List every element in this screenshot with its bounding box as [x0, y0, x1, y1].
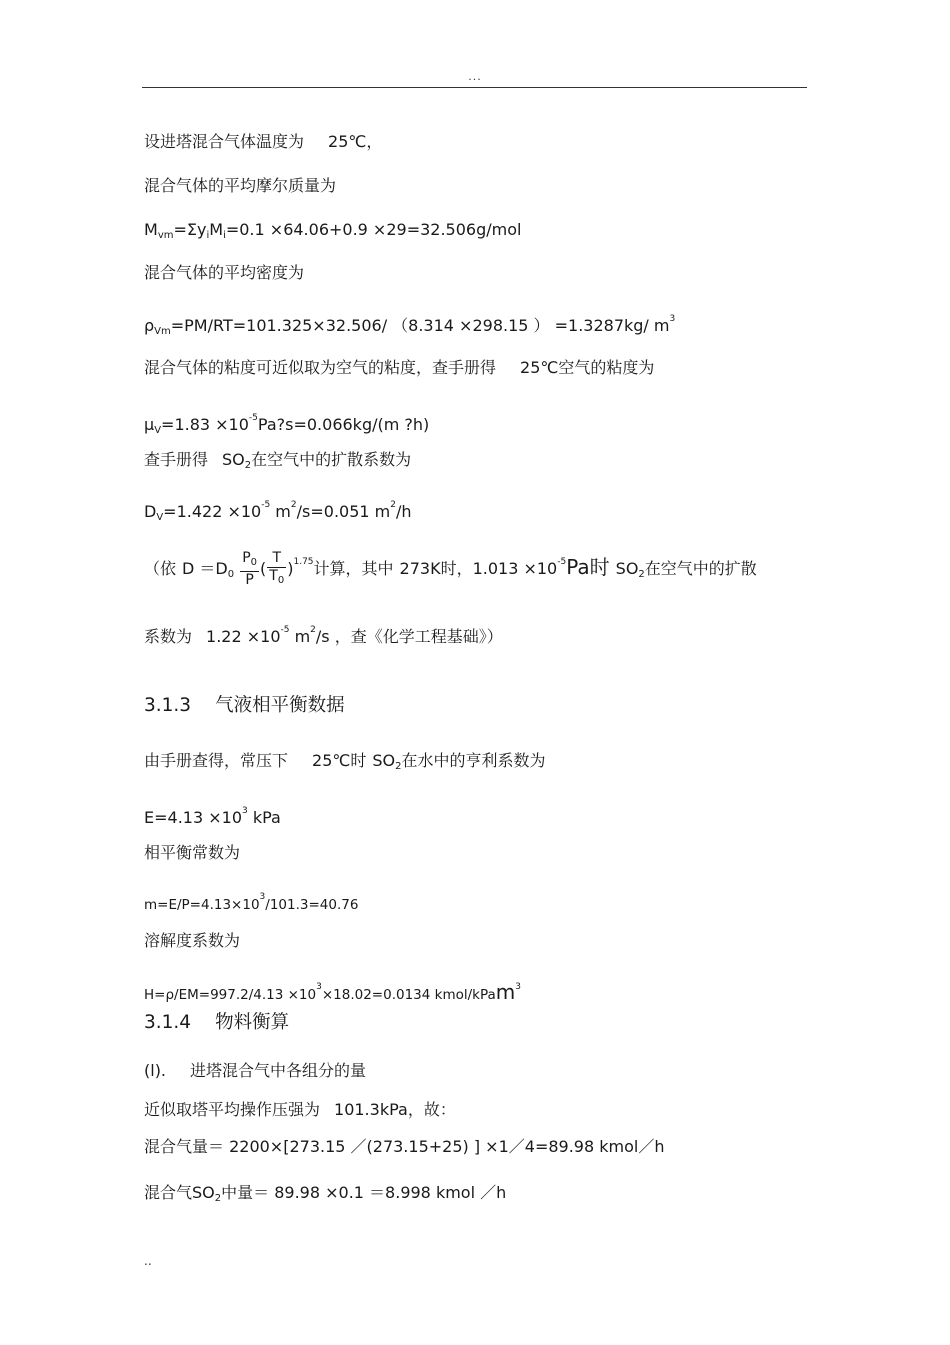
text: 在空气中的扩散系数为: [251, 450, 412, 469]
line-solubility-formula: [144, 977, 521, 1005]
text: 查手册得: [144, 450, 209, 469]
line-component-heading: [144, 1061, 366, 1081]
line-viscosity-label: [144, 358, 654, 378]
text: /h: [395, 502, 412, 521]
text: 系数为: [144, 627, 193, 646]
text: 混合气体的粘度可近似取为空气的粘度，查手册得: [144, 358, 497, 377]
line-equilibrium-label: 相平衡常数为: [144, 843, 241, 862]
text: SO: [222, 450, 245, 469]
text: m=E/P=4.13×10: [144, 897, 260, 913]
text: 中量＝ 89.98 ×0.1 ＝8.998 kmol ／h: [221, 1183, 507, 1202]
section-heading-314: [144, 1013, 289, 1033]
line-solubility-label: 溶解度系数为: [144, 931, 241, 950]
line-diffusion-label: [144, 450, 411, 476]
line-so2-amount: [144, 1183, 506, 1209]
text: 273K时，1.013 ×10: [399, 559, 558, 578]
line-molar-mass-label: 混合气体的平均摩尔质量为: [144, 176, 337, 195]
section-number: 3.1.3: [144, 695, 192, 716]
text: 在水中的亨利系数为: [401, 751, 546, 770]
superscript: 1.75: [293, 557, 314, 567]
text: SO: [615, 559, 639, 578]
superscript: -5: [280, 625, 290, 635]
text: /s ，查《化学工程基础》）: [315, 627, 503, 646]
superscript: 3: [259, 892, 266, 902]
text: m: [289, 627, 311, 646]
superscript: 3: [669, 314, 676, 324]
text: T: [269, 568, 278, 584]
subscript: vm: [157, 230, 174, 241]
text: =0.1 ×64.06+0.9 ×29=32.506g/mol: [225, 220, 522, 239]
line-diffusion-formula: [144, 495, 412, 528]
text: 1.22 ×10: [206, 627, 281, 646]
fraction-t-over-t0: [267, 550, 286, 589]
superscript: 3: [515, 982, 522, 992]
value: 25℃，: [328, 132, 383, 151]
subscript: 0: [250, 557, 258, 568]
text: 计算，其中: [313, 559, 394, 578]
section-heading-313: [144, 696, 345, 716]
line-diffusion-reference: [144, 620, 503, 647]
text: /101.3=40.76: [265, 897, 359, 913]
text: Pa?s=0.066kg/(m ?h): [257, 415, 430, 434]
line-density-label: 混合气体的平均密度为: [144, 263, 305, 282]
subscript: 2: [244, 460, 252, 471]
text: 在空气中的扩散: [644, 559, 757, 578]
superscript: -5: [261, 500, 271, 510]
superscript: -5: [557, 557, 567, 567]
header-dots: ...: [468, 70, 482, 83]
text: Pa时: [566, 555, 610, 579]
text: D ＝D: [182, 559, 228, 578]
subscript: Vm: [154, 326, 171, 337]
line-density-formula: [144, 309, 675, 342]
section-title: 物料衡算: [215, 1012, 290, 1033]
text: kPa: [247, 808, 281, 827]
superscript: -5: [248, 413, 258, 423]
text: =PM/RT=101.325×32.506/ （8.314 ×298.15 ） =1.3287kg/ m: [170, 316, 670, 335]
text: M: [209, 220, 224, 239]
text: 25℃空气的粘度为: [520, 358, 655, 377]
text: （依: [144, 559, 177, 578]
text: 101.3kPa，故：: [334, 1100, 456, 1119]
text: 混合气: [144, 1183, 193, 1202]
superscript: 2: [290, 500, 297, 510]
text: 设进塔混合气体温度为: [144, 132, 305, 151]
superscript: 3: [242, 806, 248, 816]
text: SO: [372, 751, 396, 770]
subscript: V: [156, 512, 164, 523]
header-rule: [142, 87, 807, 88]
text: 25℃时: [312, 751, 367, 770]
line-gas-temperature: [144, 132, 382, 152]
line-henry-label: [144, 751, 546, 777]
fraction-p0-over-p: [240, 550, 259, 589]
footer-dots: ..: [144, 1254, 152, 1268]
subscript: V: [154, 425, 162, 436]
symbol-d: D: [144, 502, 157, 521]
subscript: 0: [227, 569, 235, 580]
line-equilibrium-formula: [144, 887, 358, 915]
section-title: 气液相平衡数据: [215, 695, 345, 716]
subscript: i: [223, 230, 226, 241]
text: ×18.02=0.0134 kmol/kPa: [321, 987, 496, 1003]
subscript: 2: [214, 1193, 222, 1204]
text: (l).: [144, 1061, 167, 1080]
text: T: [267, 550, 286, 568]
text: 进塔混合气中各组分的量: [190, 1061, 367, 1080]
superscript: 2: [310, 625, 316, 635]
line-diffusion-equation: （依 $D =D_0$ $\frac{P_0}{P}$ ( $\frac{T}{T_0}$ )$^{1.75}$计算，其中 273K时，$1.013 \times 10^{-5}Pa$时 $SO_2$在空气中的扩散: [144, 550, 757, 588]
text: H=ρ/EM=997.2/4.13 ×10: [144, 987, 317, 1003]
line-mixed-gas-amount: 混合气量＝ 2200×[273.15 ／(273.15+25) ] ×1／4=89.98 kmol／h: [144, 1137, 665, 1156]
line-pressure: [144, 1100, 456, 1120]
symbol-mu: μ: [144, 415, 155, 434]
text: 由手册查得，常压下: [144, 751, 289, 770]
line-viscosity-formula: [144, 408, 429, 441]
subscript: 0: [277, 575, 285, 586]
symbol-m: M: [144, 220, 158, 239]
section-number: 3.1.4: [144, 1012, 192, 1033]
text: =Σy: [173, 220, 207, 239]
text: m: [495, 980, 516, 1004]
subscript: 2: [395, 761, 402, 772]
line-molar-mass-formula: [144, 220, 521, 246]
superscript: 3: [316, 982, 322, 992]
symbol-rho: ρ: [144, 316, 155, 335]
superscript: 2: [390, 500, 396, 510]
subscript: i: [206, 230, 210, 241]
line-henry-value: [144, 801, 281, 828]
text: 近似取塔平均操作压强为: [144, 1100, 321, 1119]
text: =1.83 ×10: [161, 415, 249, 434]
text: P: [245, 572, 254, 588]
text: m: [270, 502, 291, 521]
text: SO: [192, 1183, 215, 1202]
subscript: 2: [638, 569, 645, 580]
text: P: [242, 550, 251, 566]
text: =1.422 ×10: [163, 502, 262, 521]
text: /s=0.051 m: [296, 502, 391, 521]
text: E=4.13 ×10: [144, 808, 242, 827]
